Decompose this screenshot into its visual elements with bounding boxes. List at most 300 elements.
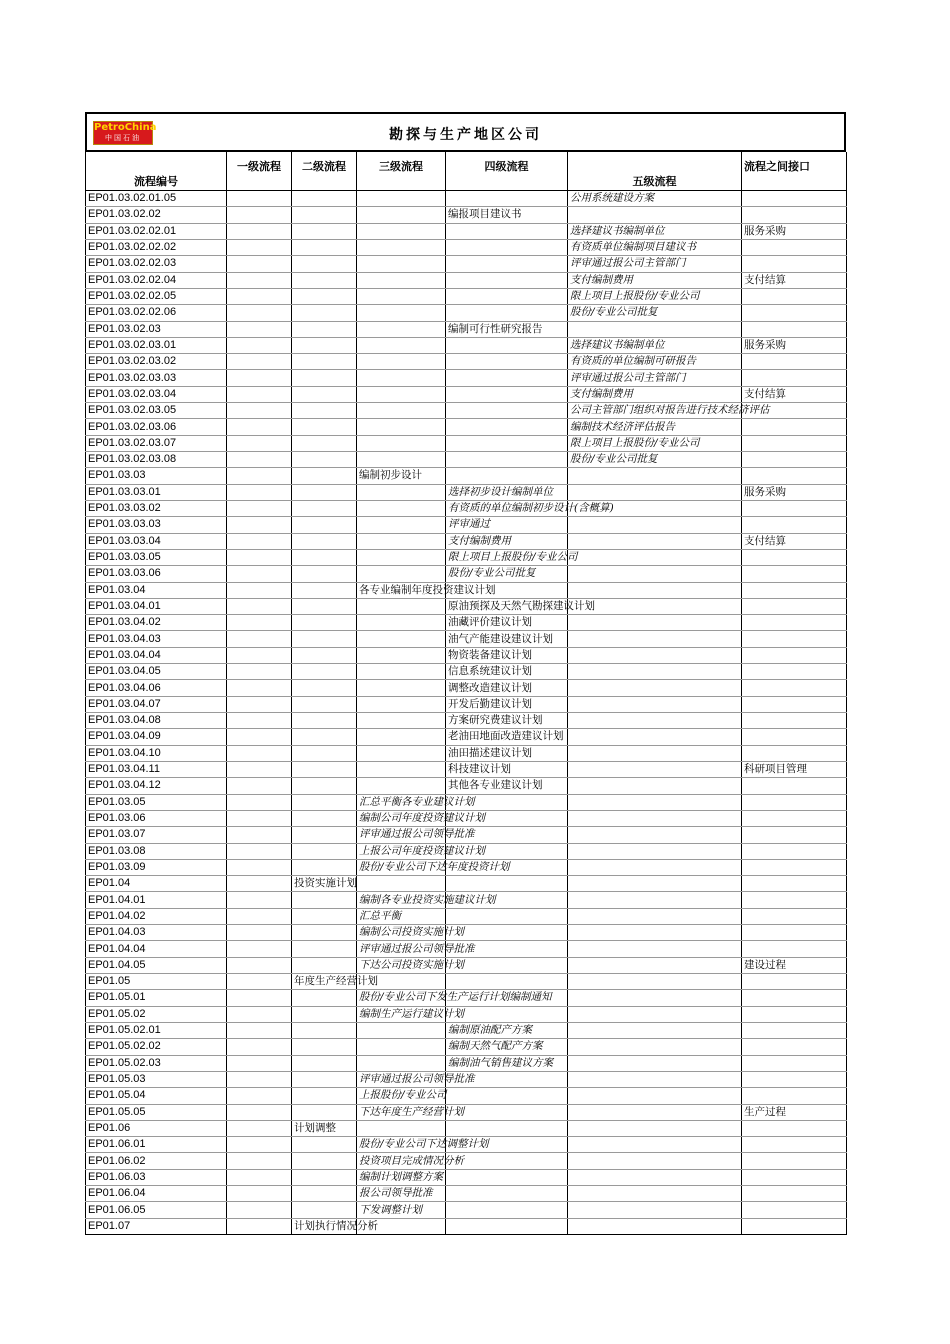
empty-cell bbox=[357, 615, 446, 631]
empty-cell bbox=[292, 631, 357, 647]
process-code-cell: EP01.03.03.01 bbox=[86, 484, 227, 500]
empty-cell bbox=[446, 403, 568, 419]
empty-cell bbox=[227, 288, 292, 304]
process-name-cell: 投资实施计划 bbox=[292, 876, 357, 892]
empty-cell bbox=[568, 1218, 742, 1234]
process-name-cell: 支付编制费用 bbox=[568, 272, 742, 288]
empty-cell bbox=[446, 452, 568, 468]
interface-cell bbox=[742, 452, 847, 468]
interface-cell bbox=[742, 370, 847, 386]
table-row bbox=[86, 941, 847, 957]
empty-cell bbox=[227, 582, 292, 598]
table-row bbox=[86, 1137, 847, 1153]
empty-cell bbox=[292, 892, 357, 908]
table-row bbox=[86, 288, 847, 304]
process-name-cell: 编制各专业投资实施建议计划 bbox=[357, 892, 446, 908]
empty-cell bbox=[227, 827, 292, 843]
table-row bbox=[86, 1071, 847, 1087]
empty-cell bbox=[292, 403, 357, 419]
process-name-cell: 汇总平衡 bbox=[357, 908, 446, 924]
table-row bbox=[86, 370, 847, 386]
empty-cell bbox=[292, 1169, 357, 1185]
empty-cell bbox=[227, 761, 292, 777]
table-row bbox=[86, 1088, 847, 1104]
empty-cell bbox=[568, 1071, 742, 1087]
empty-cell bbox=[568, 647, 742, 663]
interface-cell bbox=[742, 859, 847, 875]
empty-cell bbox=[568, 1120, 742, 1136]
interface-cell bbox=[742, 500, 847, 516]
process-name-cell: 支付编制费用 bbox=[446, 533, 568, 549]
process-name-cell: 编制原油配产方案 bbox=[446, 1022, 568, 1038]
table-row bbox=[86, 925, 847, 941]
empty-cell bbox=[292, 647, 357, 663]
table-row bbox=[86, 1120, 847, 1136]
process-code-cell: EP01.03.04.01 bbox=[86, 598, 227, 614]
interface-cell bbox=[742, 517, 847, 533]
interface-cell bbox=[742, 288, 847, 304]
empty-cell bbox=[446, 1120, 568, 1136]
interface-cell bbox=[742, 810, 847, 826]
process-name-cell: 方案研究费建议计划 bbox=[446, 713, 568, 729]
empty-cell bbox=[292, 191, 357, 207]
empty-cell bbox=[568, 957, 742, 973]
interface-cell bbox=[742, 778, 847, 794]
process-name-cell: 计划调整 bbox=[292, 1120, 357, 1136]
process-name-cell: 股份/专业公司批复 bbox=[568, 305, 742, 321]
empty-cell bbox=[227, 892, 292, 908]
table-row bbox=[86, 1022, 847, 1038]
empty-cell bbox=[292, 305, 357, 321]
empty-cell bbox=[227, 239, 292, 255]
process-code-cell: EP01.03.02.02.02 bbox=[86, 239, 227, 255]
interface-cell: 支付结算 bbox=[742, 272, 847, 288]
empty-cell bbox=[357, 435, 446, 451]
empty-cell bbox=[568, 468, 742, 484]
interface-cell bbox=[742, 207, 847, 223]
empty-cell bbox=[227, 452, 292, 468]
process-code-cell: EP01.04.01 bbox=[86, 892, 227, 908]
empty-cell bbox=[227, 500, 292, 516]
process-name-cell: 股份/专业公司下达年度投资计划 bbox=[357, 859, 446, 875]
logo-chinese-name: 中国石油 bbox=[105, 134, 141, 142]
empty-cell bbox=[227, 191, 292, 207]
empty-cell bbox=[568, 1039, 742, 1055]
empty-cell bbox=[292, 827, 357, 843]
process-name-cell: 选择建议书编制单位 bbox=[568, 223, 742, 239]
empty-cell bbox=[292, 990, 357, 1006]
interface-cell bbox=[742, 1202, 847, 1218]
empty-cell bbox=[568, 1055, 742, 1071]
process-name-cell: 股份/专业公司下达调整计划 bbox=[357, 1137, 446, 1153]
table-row bbox=[86, 892, 847, 908]
empty-cell bbox=[292, 1039, 357, 1055]
empty-cell bbox=[227, 810, 292, 826]
empty-cell bbox=[227, 925, 292, 941]
empty-cell bbox=[227, 305, 292, 321]
empty-cell bbox=[292, 223, 357, 239]
empty-cell bbox=[357, 223, 446, 239]
process-name-cell: 编制天然气配产方案 bbox=[446, 1039, 568, 1055]
interface-cell bbox=[742, 1218, 847, 1234]
empty-cell bbox=[568, 1022, 742, 1038]
empty-cell bbox=[568, 615, 742, 631]
empty-cell bbox=[568, 794, 742, 810]
empty-cell bbox=[357, 647, 446, 663]
empty-cell bbox=[357, 386, 446, 402]
empty-cell bbox=[292, 713, 357, 729]
process-name-cell: 选择建议书编制单位 bbox=[568, 337, 742, 353]
interface-cell bbox=[742, 1006, 847, 1022]
process-code-cell: EP01.03.04 bbox=[86, 582, 227, 598]
empty-cell bbox=[568, 1104, 742, 1120]
table-row bbox=[86, 1104, 847, 1120]
process-name-cell: 老油田地面改造建议计划 bbox=[446, 729, 568, 745]
process-code-cell: EP01.03.03.02 bbox=[86, 500, 227, 516]
empty-cell bbox=[227, 1088, 292, 1104]
interface-cell bbox=[742, 256, 847, 272]
process-code-cell: EP01.03.07 bbox=[86, 827, 227, 843]
empty-cell bbox=[292, 468, 357, 484]
empty-cell bbox=[357, 403, 446, 419]
empty-cell bbox=[568, 729, 742, 745]
empty-cell bbox=[568, 664, 742, 680]
empty-cell bbox=[568, 941, 742, 957]
interface-cell: 支付结算 bbox=[742, 386, 847, 402]
empty-cell bbox=[227, 1039, 292, 1055]
empty-cell bbox=[357, 370, 446, 386]
empty-cell bbox=[227, 566, 292, 582]
process-code-cell: EP01.06.02 bbox=[86, 1153, 227, 1169]
process-code-cell: EP01.03.02.01.05 bbox=[86, 191, 227, 207]
empty-cell bbox=[568, 908, 742, 924]
empty-cell bbox=[446, 876, 568, 892]
table-row bbox=[86, 223, 847, 239]
empty-cell bbox=[568, 810, 742, 826]
process-code-cell: EP01.06.03 bbox=[86, 1169, 227, 1185]
empty-cell bbox=[568, 1153, 742, 1169]
empty-cell bbox=[568, 974, 742, 990]
process-name-cell: 评审通过报公司领导批准 bbox=[357, 1071, 446, 1087]
empty-cell bbox=[292, 354, 357, 370]
empty-cell bbox=[568, 321, 742, 337]
empty-cell bbox=[227, 957, 292, 973]
empty-cell bbox=[227, 1120, 292, 1136]
empty-cell bbox=[568, 582, 742, 598]
empty-cell bbox=[292, 1071, 357, 1087]
interface-cell bbox=[742, 696, 847, 712]
empty-cell bbox=[292, 484, 357, 500]
process-code-cell: EP01.03.02.03.02 bbox=[86, 354, 227, 370]
process-name-cell: 下达年度生产经营计划 bbox=[357, 1104, 446, 1120]
process-code-cell: EP01.03.06 bbox=[86, 810, 227, 826]
process-name-cell: 油气产能建设建议计划 bbox=[446, 631, 568, 647]
empty-cell bbox=[568, 517, 742, 533]
empty-cell bbox=[292, 925, 357, 941]
empty-cell bbox=[446, 256, 568, 272]
empty-cell bbox=[227, 1202, 292, 1218]
empty-cell bbox=[357, 305, 446, 321]
empty-cell bbox=[357, 1022, 446, 1038]
empty-cell bbox=[357, 484, 446, 500]
empty-cell bbox=[227, 1137, 292, 1153]
interface-cell bbox=[742, 631, 847, 647]
empty-cell bbox=[292, 321, 357, 337]
empty-cell bbox=[292, 810, 357, 826]
table-row bbox=[86, 827, 847, 843]
process-code-cell: EP01.03.04.10 bbox=[86, 745, 227, 761]
process-name-cell: 年度生产经营计划 bbox=[292, 974, 357, 990]
process-name-cell: 评审通过报公司主管部门 bbox=[568, 370, 742, 386]
empty-cell bbox=[227, 337, 292, 353]
table-row bbox=[86, 484, 847, 500]
process-code-cell: EP01.06 bbox=[86, 1120, 227, 1136]
empty-cell bbox=[227, 729, 292, 745]
empty-cell bbox=[227, 696, 292, 712]
empty-cell bbox=[568, 631, 742, 647]
empty-cell bbox=[292, 696, 357, 712]
empty-cell bbox=[292, 500, 357, 516]
empty-cell bbox=[227, 615, 292, 631]
process-code-cell: EP01.05.02.02 bbox=[86, 1039, 227, 1055]
process-code-cell: EP01.03.04.07 bbox=[86, 696, 227, 712]
empty-cell bbox=[357, 566, 446, 582]
process-code-cell: EP01.03.02.03.08 bbox=[86, 452, 227, 468]
process-name-cell: 有资质的单位编制可研报告 bbox=[568, 354, 742, 370]
process-code-cell: EP01.06.01 bbox=[86, 1137, 227, 1153]
table-row bbox=[86, 908, 847, 924]
process-name-cell: 评审通过报公司领导批准 bbox=[357, 827, 446, 843]
empty-cell bbox=[446, 239, 568, 255]
empty-cell bbox=[292, 908, 357, 924]
table-row bbox=[86, 337, 847, 353]
empty-cell bbox=[227, 533, 292, 549]
process-name-cell: 原油预探及天然气勘探建议计划 bbox=[446, 598, 568, 614]
process-code-cell: EP01.04 bbox=[86, 876, 227, 892]
process-name-cell: 科技建议计划 bbox=[446, 761, 568, 777]
interface-cell bbox=[742, 680, 847, 696]
empty-cell bbox=[292, 517, 357, 533]
interface-cell bbox=[742, 1169, 847, 1185]
empty-cell bbox=[292, 957, 357, 973]
table-row bbox=[86, 468, 847, 484]
header-row bbox=[86, 152, 847, 191]
empty-cell bbox=[357, 745, 446, 761]
empty-cell bbox=[446, 305, 568, 321]
empty-cell bbox=[357, 876, 446, 892]
process-name-cell: 有资质单位编制项目建议书 bbox=[568, 239, 742, 255]
empty-cell bbox=[357, 256, 446, 272]
process-code-cell: EP01.03.02.03.01 bbox=[86, 337, 227, 353]
process-code-cell: EP01.03.02.02.03 bbox=[86, 256, 227, 272]
process-code-cell: EP01.04.02 bbox=[86, 908, 227, 924]
empty-cell bbox=[227, 1104, 292, 1120]
empty-cell bbox=[446, 386, 568, 402]
table-row bbox=[86, 778, 847, 794]
process-code-cell: EP01.05.03 bbox=[86, 1071, 227, 1087]
empty-cell bbox=[357, 239, 446, 255]
process-name-cell: 有资质的单位编制初步设计(含概算) bbox=[446, 500, 568, 516]
process-code-cell: EP01.03.02.02.04 bbox=[86, 272, 227, 288]
table-row bbox=[86, 549, 847, 565]
process-code-cell: EP01.03.03.05 bbox=[86, 549, 227, 565]
process-code-cell: EP01.03.03.04 bbox=[86, 533, 227, 549]
col-header-level-5: 五级流程 bbox=[568, 152, 742, 191]
empty-cell bbox=[357, 664, 446, 680]
empty-cell bbox=[227, 549, 292, 565]
process-code-cell: EP01.03.02.02.01 bbox=[86, 223, 227, 239]
page-title: 勘探与生产地区公司 bbox=[389, 127, 542, 143]
empty-cell bbox=[227, 1218, 292, 1234]
process-name-cell: 物资装备建议计划 bbox=[446, 647, 568, 663]
empty-cell bbox=[227, 941, 292, 957]
empty-cell bbox=[292, 288, 357, 304]
empty-cell bbox=[446, 974, 568, 990]
col-header-level-4: 四级流程 bbox=[446, 152, 568, 191]
interface-cell bbox=[742, 1039, 847, 1055]
process-code-cell: EP01.03.05 bbox=[86, 794, 227, 810]
process-code-cell: EP01.05.02 bbox=[86, 1006, 227, 1022]
table-row bbox=[86, 761, 847, 777]
empty-cell bbox=[292, 1006, 357, 1022]
interface-cell bbox=[742, 1071, 847, 1087]
process-name-cell: 报公司领导批准 bbox=[357, 1186, 446, 1202]
process-name-cell: 股份/专业公司下发生产运行计划编制通知 bbox=[357, 990, 446, 1006]
interface-cell bbox=[742, 713, 847, 729]
empty-cell bbox=[568, 892, 742, 908]
col-header-level-2: 二级流程 bbox=[292, 152, 357, 191]
empty-cell bbox=[227, 354, 292, 370]
interface-cell: 支付结算 bbox=[742, 533, 847, 549]
empty-cell bbox=[446, 435, 568, 451]
empty-cell bbox=[292, 566, 357, 582]
process-code-cell: EP01.03.02.02.06 bbox=[86, 305, 227, 321]
process-name-cell: 公司主管部门组织对报告进行技术经济评估 bbox=[568, 403, 742, 419]
interface-cell: 科研项目管理 bbox=[742, 761, 847, 777]
interface-cell bbox=[742, 843, 847, 859]
table-row bbox=[86, 354, 847, 370]
empty-cell bbox=[357, 761, 446, 777]
process-code-cell: EP01.05.01 bbox=[86, 990, 227, 1006]
process-name-cell: 限上项目上报股份/专业公司 bbox=[446, 549, 568, 565]
empty-cell bbox=[357, 533, 446, 549]
empty-cell bbox=[227, 664, 292, 680]
table-row bbox=[86, 745, 847, 761]
empty-cell bbox=[227, 778, 292, 794]
empty-cell bbox=[357, 778, 446, 794]
process-name-cell: 股份/专业公司批复 bbox=[568, 452, 742, 468]
table-row bbox=[86, 1006, 847, 1022]
empty-cell bbox=[292, 664, 357, 680]
empty-cell bbox=[292, 549, 357, 565]
process-code-cell: EP01.07 bbox=[86, 1218, 227, 1234]
empty-cell bbox=[227, 794, 292, 810]
empty-cell bbox=[568, 1137, 742, 1153]
col-header-level-3: 三级流程 bbox=[357, 152, 446, 191]
empty-cell bbox=[227, 1071, 292, 1087]
empty-cell bbox=[292, 941, 357, 957]
empty-cell bbox=[357, 1055, 446, 1071]
interface-cell bbox=[742, 1088, 847, 1104]
empty-cell bbox=[292, 207, 357, 223]
process-code-cell: EP01.06.05 bbox=[86, 1202, 227, 1218]
empty-cell bbox=[568, 827, 742, 843]
empty-cell bbox=[292, 794, 357, 810]
interface-cell bbox=[742, 990, 847, 1006]
process-code-cell: EP01.03.03 bbox=[86, 468, 227, 484]
process-name-cell: 限上项目上报股份/专业公司 bbox=[568, 288, 742, 304]
process-code-cell: EP01.03.09 bbox=[86, 859, 227, 875]
empty-cell bbox=[292, 1022, 357, 1038]
process-code-cell: EP01.03.02.03.04 bbox=[86, 386, 227, 402]
empty-cell bbox=[292, 729, 357, 745]
interface-cell bbox=[742, 1153, 847, 1169]
empty-cell bbox=[446, 419, 568, 435]
empty-cell bbox=[292, 582, 357, 598]
empty-cell bbox=[227, 745, 292, 761]
table-row bbox=[86, 207, 847, 223]
interface-cell bbox=[742, 305, 847, 321]
process-name-cell: 其他各专业建议计划 bbox=[446, 778, 568, 794]
empty-cell bbox=[227, 419, 292, 435]
empty-cell bbox=[568, 859, 742, 875]
process-name-cell: 限上项目上报股份/专业公司 bbox=[568, 435, 742, 451]
table-body bbox=[86, 191, 847, 1235]
empty-cell bbox=[568, 207, 742, 223]
empty-cell bbox=[446, 354, 568, 370]
table-row bbox=[86, 566, 847, 582]
empty-cell bbox=[568, 1088, 742, 1104]
table-row bbox=[86, 598, 847, 614]
empty-cell bbox=[227, 680, 292, 696]
table-row bbox=[86, 713, 847, 729]
empty-cell bbox=[227, 403, 292, 419]
process-code-cell: EP01.05 bbox=[86, 974, 227, 990]
table-row bbox=[86, 419, 847, 435]
empty-cell bbox=[292, 419, 357, 435]
table-row bbox=[86, 500, 847, 516]
empty-cell bbox=[227, 713, 292, 729]
empty-cell bbox=[357, 272, 446, 288]
table-row bbox=[86, 582, 847, 598]
logo-wordmark: PetroChina bbox=[94, 122, 157, 133]
empty-cell bbox=[292, 1055, 357, 1071]
empty-cell bbox=[357, 354, 446, 370]
process-name-cell: 信息系统建议计划 bbox=[446, 664, 568, 680]
interface-cell bbox=[742, 974, 847, 990]
process-sheet bbox=[85, 112, 846, 1235]
empty-cell bbox=[227, 859, 292, 875]
interface-cell bbox=[742, 1186, 847, 1202]
empty-cell bbox=[227, 1169, 292, 1185]
empty-cell bbox=[227, 990, 292, 1006]
table-row bbox=[86, 974, 847, 990]
interface-cell: 生产过程 bbox=[742, 1104, 847, 1120]
empty-cell bbox=[227, 598, 292, 614]
empty-cell bbox=[292, 615, 357, 631]
empty-cell bbox=[292, 239, 357, 255]
interface-cell bbox=[742, 1120, 847, 1136]
process-name-cell: 上报股份/专业公司 bbox=[357, 1088, 446, 1104]
process-name-cell: 编报项目建议书 bbox=[446, 207, 568, 223]
empty-cell bbox=[227, 517, 292, 533]
empty-cell bbox=[292, 370, 357, 386]
table-row bbox=[86, 1186, 847, 1202]
empty-cell bbox=[357, 517, 446, 533]
process-code-cell: EP01.05.02.03 bbox=[86, 1055, 227, 1071]
empty-cell bbox=[568, 696, 742, 712]
process-name-cell: 评审通过报公司领导批准 bbox=[357, 941, 446, 957]
